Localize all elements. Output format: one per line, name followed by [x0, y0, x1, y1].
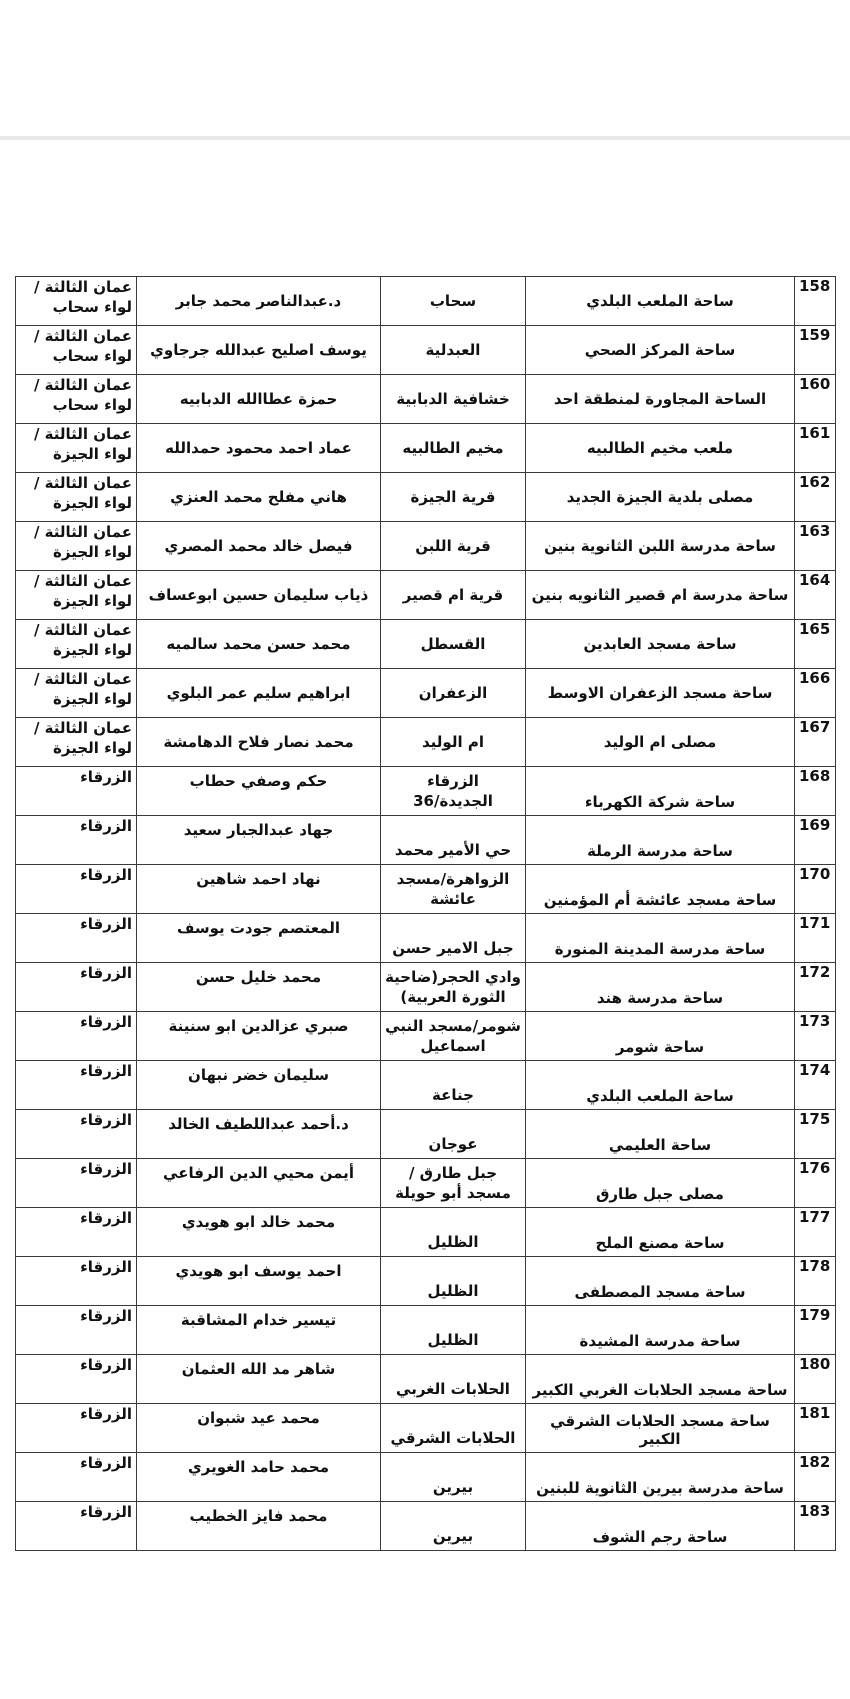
cell-person: أيمن محيي الدين الرفاعي — [137, 1159, 381, 1208]
cell-region: الزرقاء — [16, 1502, 137, 1551]
cell-site: ساحة مدرسة بيرين الثانوية للبنين — [526, 1453, 795, 1502]
cell-site: ساحة مسجد الزعفران الاوسط — [526, 669, 795, 718]
table-row — [16, 718, 836, 767]
cell-area: جبل الامير حسن — [381, 914, 526, 963]
table-row — [16, 1404, 836, 1453]
cell-area: جناعة — [381, 1061, 526, 1110]
table-row — [16, 326, 836, 375]
cell-person: ابراهيم سليم عمر البلوي — [137, 669, 381, 718]
cell-area: جبل طارق / مسجد أبو حويلة — [381, 1159, 526, 1208]
cell-num: 166 — [795, 669, 836, 718]
cell-person: المعتصم جودت يوسف — [137, 914, 381, 963]
cell-num: 176 — [795, 1159, 836, 1208]
cell-area: حي الأمير محمد — [381, 816, 526, 865]
cell-area: العبدلية — [381, 326, 526, 375]
cell-num: 181 — [795, 1404, 836, 1453]
cell-area: عوجان — [381, 1110, 526, 1159]
cell-num: 173 — [795, 1012, 836, 1061]
cell-num: 177 — [795, 1208, 836, 1257]
blank-footer-area — [0, 1680, 850, 1699]
table-row — [16, 1012, 836, 1061]
cell-num: 158 — [795, 277, 836, 326]
cell-region: الزرقاء — [16, 1355, 137, 1404]
cell-num: 164 — [795, 571, 836, 620]
cell-area: شومر/مسجد النبي اسماعيل — [381, 1012, 526, 1061]
cell-site: ساحة مسجد العابدين — [526, 620, 795, 669]
cell-region: الزرقاء — [16, 1453, 137, 1502]
table-row — [16, 473, 836, 522]
cell-region: عمان الثالثة /لواء الجيزة — [16, 620, 137, 669]
cell-site: ساحة العليمي — [526, 1110, 795, 1159]
cell-num: 171 — [795, 914, 836, 963]
cell-num: 174 — [795, 1061, 836, 1110]
cell-area: قرية اللبن — [381, 522, 526, 571]
cell-region: الزرقاء — [16, 1012, 137, 1061]
cell-site: ساحة الملعب البلدي — [526, 277, 795, 326]
cell-site: ساحة مدرسة اللبن الثانوية بنين — [526, 522, 795, 571]
cell-person: محمد خليل حسن — [137, 963, 381, 1012]
cell-site: الساحة المجاورة لمنطقة احد — [526, 375, 795, 424]
cell-num: 182 — [795, 1453, 836, 1502]
cell-area: الحلابات الغربي — [381, 1355, 526, 1404]
table-row — [16, 1110, 836, 1159]
cell-area: ام الوليد — [381, 718, 526, 767]
cell-site: ساحة مدرسة هند — [526, 963, 795, 1012]
cell-person: د.عبدالناصر محمد جابر — [137, 277, 381, 326]
cell-num: 167 — [795, 718, 836, 767]
prayer-sites-table — [15, 276, 836, 1551]
cell-site: ساحة مصنع الملح — [526, 1208, 795, 1257]
cell-site: ساحة المركز الصحي — [526, 326, 795, 375]
cell-person: يوسف اصليح عبدالله جرجاوي — [137, 326, 381, 375]
cell-person: محمد فايز الخطيب — [137, 1502, 381, 1551]
blank-header-area — [0, 0, 850, 138]
cell-person: احمد يوسف ابو هويدي — [137, 1257, 381, 1306]
cell-region: الزرقاء — [16, 816, 137, 865]
cell-region: الزرقاء — [16, 1306, 137, 1355]
cell-num: 179 — [795, 1306, 836, 1355]
cell-region: الزرقاء — [16, 1404, 137, 1453]
cell-person: شاهر مد الله العثمان — [137, 1355, 381, 1404]
cell-site: ساحة مدرسة ام قصير الثانويه بنين — [526, 571, 795, 620]
cell-person: فيصل خالد محمد المصري — [137, 522, 381, 571]
table-body — [16, 277, 836, 1551]
cell-area: وادي الحجر(ضاحية الثورة العربية) — [381, 963, 526, 1012]
cell-area: خشافية الدبابية — [381, 375, 526, 424]
table-row — [16, 1453, 836, 1502]
cell-person: هاني مفلح محمد العنزي — [137, 473, 381, 522]
cell-site: ساحة مدرسة المشيدة — [526, 1306, 795, 1355]
cell-area: الحلابات الشرقي — [381, 1404, 526, 1453]
cell-site: ساحة مسجد عائشة أم المؤمنين — [526, 865, 795, 914]
cell-person: محمد حسن محمد سالميه — [137, 620, 381, 669]
cell-person: ذياب سليمان حسين ابوعساف — [137, 571, 381, 620]
cell-region: الزرقاء — [16, 865, 137, 914]
cell-num: 159 — [795, 326, 836, 375]
cell-site: ساحة مسجد الحلابات الشرقي الكبير — [526, 1404, 795, 1453]
cell-num: 160 — [795, 375, 836, 424]
cell-person: محمد خالد ابو هويدي — [137, 1208, 381, 1257]
cell-area: الظليل — [381, 1208, 526, 1257]
table-row — [16, 1502, 836, 1551]
table-row — [16, 914, 836, 963]
table-row — [16, 1061, 836, 1110]
cell-area: قرية الجيزة — [381, 473, 526, 522]
cell-area: القسطل — [381, 620, 526, 669]
table-row — [16, 865, 836, 914]
cell-num: 165 — [795, 620, 836, 669]
cell-person: تيسير خدام المشاقبة — [137, 1306, 381, 1355]
cell-region: عمان الثالثة /لواء سحاب — [16, 326, 137, 375]
cell-site: مصلى ام الوليد — [526, 718, 795, 767]
cell-person: محمد عيد شبوان — [137, 1404, 381, 1453]
cell-site: ساحة مدرسة الرملة — [526, 816, 795, 865]
cell-site: ساحة شومر — [526, 1012, 795, 1061]
cell-site: مصلى جبل طارق — [526, 1159, 795, 1208]
cell-person: سليمان خضر نبهان — [137, 1061, 381, 1110]
cell-region: عمان الثالثة /لواء سحاب — [16, 375, 137, 424]
table-row — [16, 963, 836, 1012]
table-row — [16, 1306, 836, 1355]
cell-region: عمان الثالثة /لواء الجيزة — [16, 669, 137, 718]
cell-area: بيرين — [381, 1453, 526, 1502]
table-row — [16, 424, 836, 473]
table-row — [16, 1159, 836, 1208]
cell-num: 180 — [795, 1355, 836, 1404]
cell-region: الزرقاء — [16, 1208, 137, 1257]
table-row — [16, 1355, 836, 1404]
table-row — [16, 767, 836, 816]
header-divider — [0, 136, 850, 140]
cell-person: د.أحمد عبداللطيف الخالد — [137, 1110, 381, 1159]
cell-area: بيرين — [381, 1502, 526, 1551]
cell-num: 178 — [795, 1257, 836, 1306]
cell-region: عمان الثالثة /لواء الجيزة — [16, 522, 137, 571]
table-row — [16, 277, 836, 326]
cell-region: عمان الثالثة /لواء الجيزة — [16, 424, 137, 473]
cell-area: مخيم الطالبيه — [381, 424, 526, 473]
cell-region: الزرقاء — [16, 767, 137, 816]
cell-num: 183 — [795, 1502, 836, 1551]
cell-site: ساحة الملعب البلدي — [526, 1061, 795, 1110]
cell-region: الزرقاء — [16, 914, 137, 963]
cell-region: عمان الثالثة /لواء الجيزة — [16, 571, 137, 620]
cell-area: سحاب — [381, 277, 526, 326]
table-row — [16, 571, 836, 620]
cell-person: نهاد احمد شاهين — [137, 865, 381, 914]
cell-num: 170 — [795, 865, 836, 914]
cell-person: صبري عزالدين ابو سنينة — [137, 1012, 381, 1061]
cell-area: الزعفران — [381, 669, 526, 718]
cell-num: 161 — [795, 424, 836, 473]
cell-area: قرية ام قصير — [381, 571, 526, 620]
cell-site: ساحة مدرسة المدينة المنورة — [526, 914, 795, 963]
table-row — [16, 522, 836, 571]
table-row — [16, 816, 836, 865]
table-row — [16, 669, 836, 718]
cell-region: عمان الثالثة /لواء سحاب — [16, 277, 137, 326]
cell-site: ساحة رجم الشوف — [526, 1502, 795, 1551]
cell-region: عمان الثالثة /لواء الجيزة — [16, 718, 137, 767]
cell-num: 169 — [795, 816, 836, 865]
cell-region: الزرقاء — [16, 1061, 137, 1110]
cell-area: الظليل — [381, 1257, 526, 1306]
cell-region: عمان الثالثة /لواء الجيزة — [16, 473, 137, 522]
cell-person: حمزة عطاالله الدبابيه — [137, 375, 381, 424]
cell-region: الزرقاء — [16, 963, 137, 1012]
cell-num: 172 — [795, 963, 836, 1012]
cell-region: الزرقاء — [16, 1159, 137, 1208]
cell-person: حكم وصفي حطاب — [137, 767, 381, 816]
table-row — [16, 620, 836, 669]
cell-person: محمد نصار فلاح الدهامشة — [137, 718, 381, 767]
cell-num: 162 — [795, 473, 836, 522]
cell-num: 168 — [795, 767, 836, 816]
cell-person: محمد حامد الغويري — [137, 1453, 381, 1502]
table-row — [16, 375, 836, 424]
cell-num: 163 — [795, 522, 836, 571]
cell-region: الزرقاء — [16, 1110, 137, 1159]
cell-person: جهاد عبدالجبار سعيد — [137, 816, 381, 865]
cell-site: ساحة مسجد الحلابات الغربي الكبير — [526, 1355, 795, 1404]
cell-person: عماد احمد محمود حمدالله — [137, 424, 381, 473]
cell-region: الزرقاء — [16, 1257, 137, 1306]
cell-area: الزواهرة/مسجد عائشة — [381, 865, 526, 914]
cell-site: مصلى بلدية الجيزة الجديد — [526, 473, 795, 522]
cell-site: ساحة شركة الكهرباء — [526, 767, 795, 816]
table-row — [16, 1208, 836, 1257]
cell-area: الظليل — [381, 1306, 526, 1355]
cell-site: ساحة مسجد المصطفى — [526, 1257, 795, 1306]
table-row — [16, 1257, 836, 1306]
cell-num: 175 — [795, 1110, 836, 1159]
cell-area: الزرقاء الجديدة/36 — [381, 767, 526, 816]
cell-site: ملعب مخيم الطالبيه — [526, 424, 795, 473]
